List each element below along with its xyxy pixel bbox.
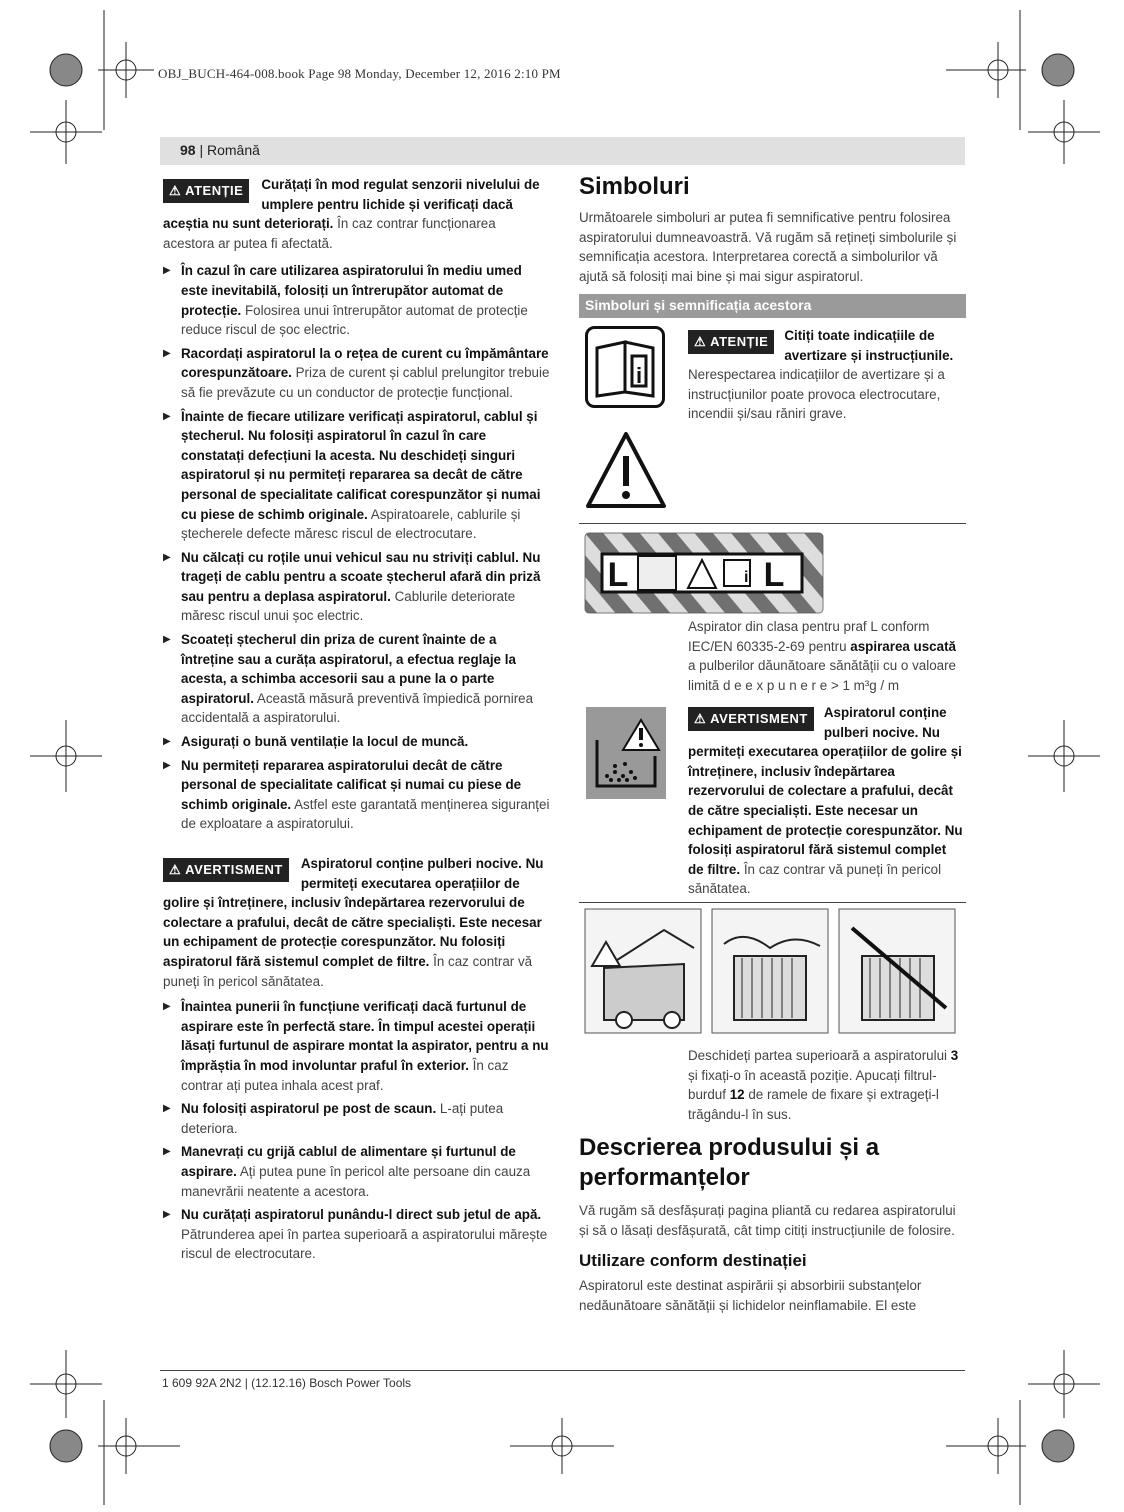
page-language: Română xyxy=(207,142,260,158)
list-item xyxy=(163,261,550,339)
registration-icon xyxy=(1042,54,1074,86)
warning-text: În caz contrar funcționarea acestora ar putea fi afectată. xyxy=(163,216,496,251)
list-item-text: Ați putea pune în pericol alte persoane din cauza manevrării neatente a acestora. xyxy=(181,1163,531,1199)
registration-icon xyxy=(50,1430,82,1462)
warning-text-bold: Curățați în mod regulat senzorii nivelului de umplere pentru lichide și verificați dacă aceștia nu sunt deteriorați. xyxy=(163,177,540,232)
list-item xyxy=(163,1205,550,1264)
svg-text:i: i xyxy=(635,363,643,388)
symbol-text-bold: Citiți toate indicațiile de avertizare și instrucțiunile. xyxy=(784,328,954,363)
list-item-text: Cablurile deteriorate măresc riscul unui șoc electric. xyxy=(181,588,516,624)
list-item xyxy=(163,997,550,1095)
part-number: 12 xyxy=(729,1087,745,1103)
print-slug: OBJ_BUCH-464-008.book Page 98 Monday, December 12, 2016 2:10 PM xyxy=(158,66,561,81)
section-title-simboluri: Simboluri xyxy=(579,173,690,200)
list-item-bold: În cazul în care utilizarea aspiratorului în mediu umed este inevitabilă, folosiți un întrerupător automat de protecție. xyxy=(181,263,522,318)
descr-text: Vă rugăm să desfășurați pagina pliantă cu redarea aspiratorului și să o lăsați desfășurată, cât timp citiți instrucțiunile de folosire. xyxy=(579,1203,956,1238)
list-item xyxy=(163,1142,550,1201)
product-description-section xyxy=(579,1133,966,1315)
symbol-text: și fixați-o în această poziție. Apucați filtrul-burduf xyxy=(688,1067,937,1103)
list-item-text: Astfel este garantată menținerea siguranței de exploatare a aspiratorului. xyxy=(181,796,550,832)
symbol-row-4-text xyxy=(688,1046,965,1124)
symbol-text: Deschideți partea superioară a aspiratorului xyxy=(688,1048,951,1063)
list-item-text: L-ați putea deteriora. xyxy=(181,1101,504,1136)
list-item xyxy=(163,344,550,403)
list-item-bold: Nu permiteți repararea aspiratorului decât de către personal de specialitate calificat și numai cu piese de schimb originale. xyxy=(181,757,522,812)
symbol-text: În caz contrar vă puneți în pericol sănătatea. xyxy=(688,861,942,897)
list-item xyxy=(163,756,550,834)
list-item-bold: Racordați aspiratorul la o rețea de curent cu împământare corespunzătoare. xyxy=(181,345,549,381)
symbol-row-2-text xyxy=(688,617,965,695)
list-item-bold: Nu folosiți aspiratorul pe post de scaun. xyxy=(181,1101,437,1117)
symbol-text-bold: aspirarea uscată xyxy=(850,638,956,654)
page-header xyxy=(180,142,260,158)
page-number: 98 xyxy=(180,142,196,158)
warning-triangle-icon: ⚠ xyxy=(694,334,707,349)
warning-block-2 xyxy=(163,854,550,991)
list-item-text: Pătrunderea apei în partea superioară a aspiratorului mărește riscul de electrocutare. xyxy=(181,1226,548,1262)
list-item-bold: Nu curățați aspiratorul punându-l direct sub jetul de apă. xyxy=(181,1207,542,1223)
warning-text: În caz contrar vă puneți în pericol sănătatea. xyxy=(163,953,533,989)
list-item-text: Priza de curent și cablul prelungitor trebuie să fie prevăzute cu un conductor de protecție funcțional. xyxy=(181,365,550,400)
symbol-text: de ramele de fixare și extrageți-l trăgându-l în sus. xyxy=(688,1087,939,1122)
warning-badge: ⚠ AVERTISMENT xyxy=(688,707,814,731)
manual-icon xyxy=(585,326,665,408)
list-item xyxy=(163,732,550,752)
list-item-text: Această măsură preventivă împiedică pornirea accidentală a aspiratorului. xyxy=(181,690,534,726)
list-item-bold: Înainte de fiecare utilizare verificați aspiratorul, cablul și ștecherul. Nu folosiți aspiratorul în cazul în care constatați defecțiuni la acesta. Nu deschideți singuri aspiratorul și nu permiteți repararea sa decât de către personal de specialitate calificat corespunzător și numai cu piese de schimb originale. xyxy=(181,408,541,522)
symbol-row-3-text xyxy=(688,703,965,899)
dust-class-letter: L xyxy=(763,556,785,594)
util-text: Aspiratorul este destinat aspirării și absorbirii substanțelor nedăunătoare sănătății și lichidelor neinflamabile. El este xyxy=(579,1278,922,1313)
symbol-text: a pulberilor dăunătoare sănătății cu o valoare limită d e e x p u n e r e > 1 m³g / m xyxy=(688,658,956,693)
filter-removal-illustration xyxy=(584,908,956,1034)
list-item-bold: Manevrați cu grijă cablul de alimentare și furtunul de aspirare. xyxy=(181,1144,516,1179)
list-item-bold: Nu călcați cu roțile unui vehicul sau nu striviți cablul. Nu trageți de cablu pentru a scoate ștecherul afară din priză sau pentru a deplasa aspiratorul. xyxy=(181,549,541,604)
header-separator: | xyxy=(195,142,207,158)
list-item-text: În caz contrar ați putea inhala acest praf. xyxy=(181,1057,509,1093)
table-divider xyxy=(579,523,966,524)
safety-list-1 xyxy=(163,261,550,834)
svg-text:i: i xyxy=(744,569,749,586)
list-item xyxy=(163,548,550,626)
list-item-bold: Asigurați o bună ventilație la locul de muncă. xyxy=(181,734,469,750)
page-header-bar xyxy=(160,137,965,165)
registration-icon xyxy=(1042,1430,1074,1462)
list-item-text: Aspiratoarele, cablurile și ștecherele defecte măresc riscul de electrocutare. xyxy=(181,506,521,542)
part-number: 3 xyxy=(950,1048,959,1063)
left-column xyxy=(163,175,550,1268)
symbol-text: Aspirator din clasa pentru praf L conform IEC/EN 60335-2-69 pentru xyxy=(688,619,930,654)
warning-badge: ⚠ ATENȚIE xyxy=(163,179,249,203)
list-item-text: Folosirea unui întrerupător automat de protecție reduce riscul de șoc electric. xyxy=(181,302,528,338)
symbol-text-bold: Aspiratorul conține pulberi nocive. Nu permiteți executarea operațiilor de golire și întreținere, inclusiv îndepărtarea rezervorului de colectare a prafului, decât de către specialiști. Este necesar un echipament de protecție corespunzător. Nu folosiți aspiratorul fără sistemul complet de filtre. xyxy=(688,705,963,877)
subsection-title-utilizare: Utilizare conform destinației xyxy=(579,1251,807,1271)
warning-triangle-icon: ⚠ xyxy=(169,183,182,198)
simboluri-intro: Următoarele simboluri ar putea fi semnificative pentru folosirea aspiratorului dumneavoastră. Vă rugăm să rețineți simbolurile și semnificația acestora. Interpretarea corectă a simbolurilor vă ajută să folosiți mai bine și mai sigur aspiratorul. xyxy=(579,210,957,284)
footer-rule xyxy=(160,1370,965,1371)
warning-triangle-icon xyxy=(585,430,667,512)
list-item xyxy=(163,407,550,544)
section-title-descriere: Descrierea produsului și a performanțelor xyxy=(579,1134,880,1191)
warning-block-1 xyxy=(163,175,550,253)
hazardous-dust-icon xyxy=(585,706,667,800)
footer: 1 609 92A 2N2 | (12.12.16) Bosch Power Tools xyxy=(162,1376,412,1390)
warning-triangle-icon: ⚠ xyxy=(169,862,182,877)
list-item-bold: Înaintea punerii în funcțiune verificați dacă furtunul de aspirare este în perfectă stare. În timpul acestei operații lăsați furtunul de aspirare montat la aspirator, pentru a nu împrăștia în mod involuntar praful în exterior. xyxy=(181,999,549,1073)
symbol-text: Nerespectarea indicațiilor de avertizare și a instrucțiunilor poate provoca electrocutare, incendii și/sau răniri grave. xyxy=(688,367,945,422)
warning-badge: ⚠ AVERTISMENT xyxy=(163,858,289,882)
warning-triangle-icon: ⚠ xyxy=(694,711,707,726)
symbol-row-1-text xyxy=(688,326,965,424)
registration-icon xyxy=(50,54,82,86)
safety-list-2 xyxy=(163,997,550,1264)
dust-class-l-label-icon xyxy=(584,532,824,614)
list-item xyxy=(163,1099,550,1138)
table-divider xyxy=(579,902,966,903)
right-column xyxy=(579,172,966,318)
symbols-table-header: Simboluri și semnificația acestora xyxy=(579,294,966,318)
list-item-bold: Scoateți ștecherul din priza de curent înainte de a întreține sau a curăța aspiratorul, a efectua reglaje la acesta, a schimba accesorii sau a pune la o parte aspiratorul. xyxy=(181,632,516,706)
warning-text-bold: Aspiratorul conține pulberi nocive. Nu permiteți executarea operațiilor de golire și întreținere, inclusiv îndepărtarea rezervorului de colectare a prafului, decât de către specialiști. Este necesar un echipament de protecție corespunzător. Nu folosiți aspiratorul fără sistemul complet de filtre. xyxy=(163,856,544,969)
warning-badge: ⚠ ATENȚIE xyxy=(688,330,774,354)
dust-class-letter: L xyxy=(607,556,629,594)
list-item xyxy=(163,630,550,728)
